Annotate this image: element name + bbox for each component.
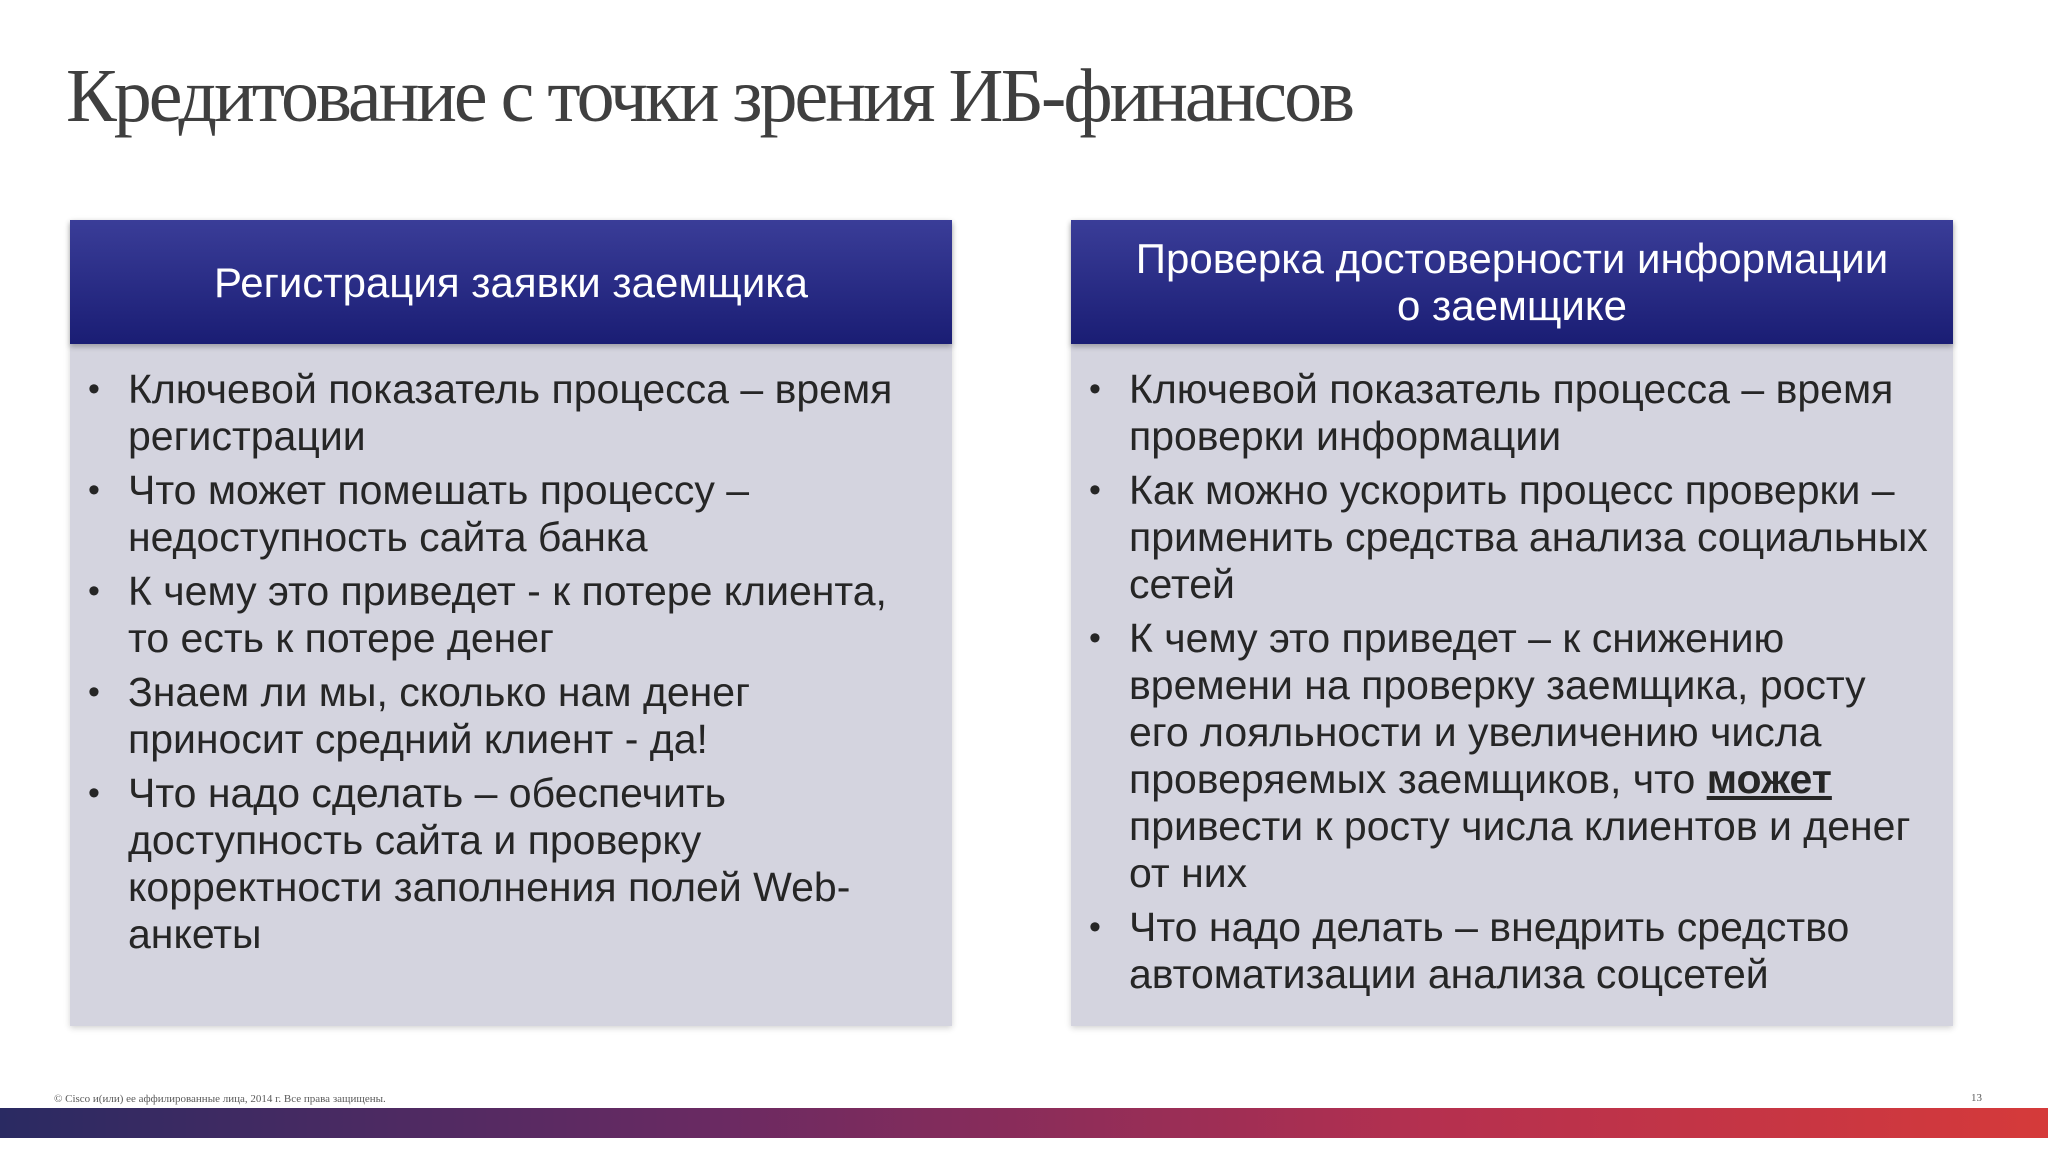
bullet-dot-icon: • [88,572,100,610]
right-panel-header-line2: о заемщике [1396,282,1628,329]
list-item: • Что может помешать процессу – недоступность сайта банка [88,467,750,560]
bullet-dot-icon: • [88,673,100,711]
list-item: • Ключевой показатель процесса – время регистрации [88,366,893,459]
bullet-dot-icon: • [1089,370,1101,408]
left-bullet-list [70,344,952,958]
list-item: • Ключевой показатель процесса – время проверки информации [1089,366,1894,459]
list-item: • Что надо сделать – обеспечить доступность сайта и проверку корректности заполнения полей Web-анкеты [88,770,851,957]
copyright-notice: © Cisco и(или) ее аффилированные лица, 2014 г. Все права защищены. [54,1093,386,1105]
emphasis-text: может [1706,756,1832,802]
left-panel-header-text: Регистрация заявки заемщика [214,258,808,306]
left-panel [70,220,952,1026]
list-item: • Как можно ускорить процесс проверки – применить средства анализа социальных сетей [1089,467,1928,607]
list-item: • Что надо делать – внедрить средство автоматизации анализа соцсетей [1089,904,1850,997]
list-item: • Знаем ли мы, сколько нам денег приносит средний клиент - да! [88,669,751,762]
slide-title: Кредитование с точки зрения ИБ-финансов [66,54,1352,138]
list-item: • К чему это приведет - к потере клиента, то есть к потере денег [88,568,887,661]
bullet-dot-icon: • [88,370,100,408]
bullet-dot-icon: • [1089,619,1101,657]
list-item: • К чему это приведет – к снижению времени на проверку заемщика, росту его лояльности и увеличению числа проверяемых заемщиков, что может привести к росту числа клиентов и денег от них [1089,615,1911,896]
bullet-dot-icon: • [88,774,100,812]
footer-gradient-bar [0,1108,2048,1138]
right-panel [1071,220,1953,1026]
right-bullet-list [1071,344,1953,998]
right-panel-header [1071,220,1953,344]
bullet-dot-icon: • [88,471,100,509]
bullet-dot-icon: • [1089,908,1101,946]
left-panel-header [70,220,952,344]
page-number: 13 [1971,1092,1982,1104]
right-panel-header-line1: Проверка достоверности информации [1135,235,1889,282]
bullet-dot-icon: • [1089,471,1101,509]
